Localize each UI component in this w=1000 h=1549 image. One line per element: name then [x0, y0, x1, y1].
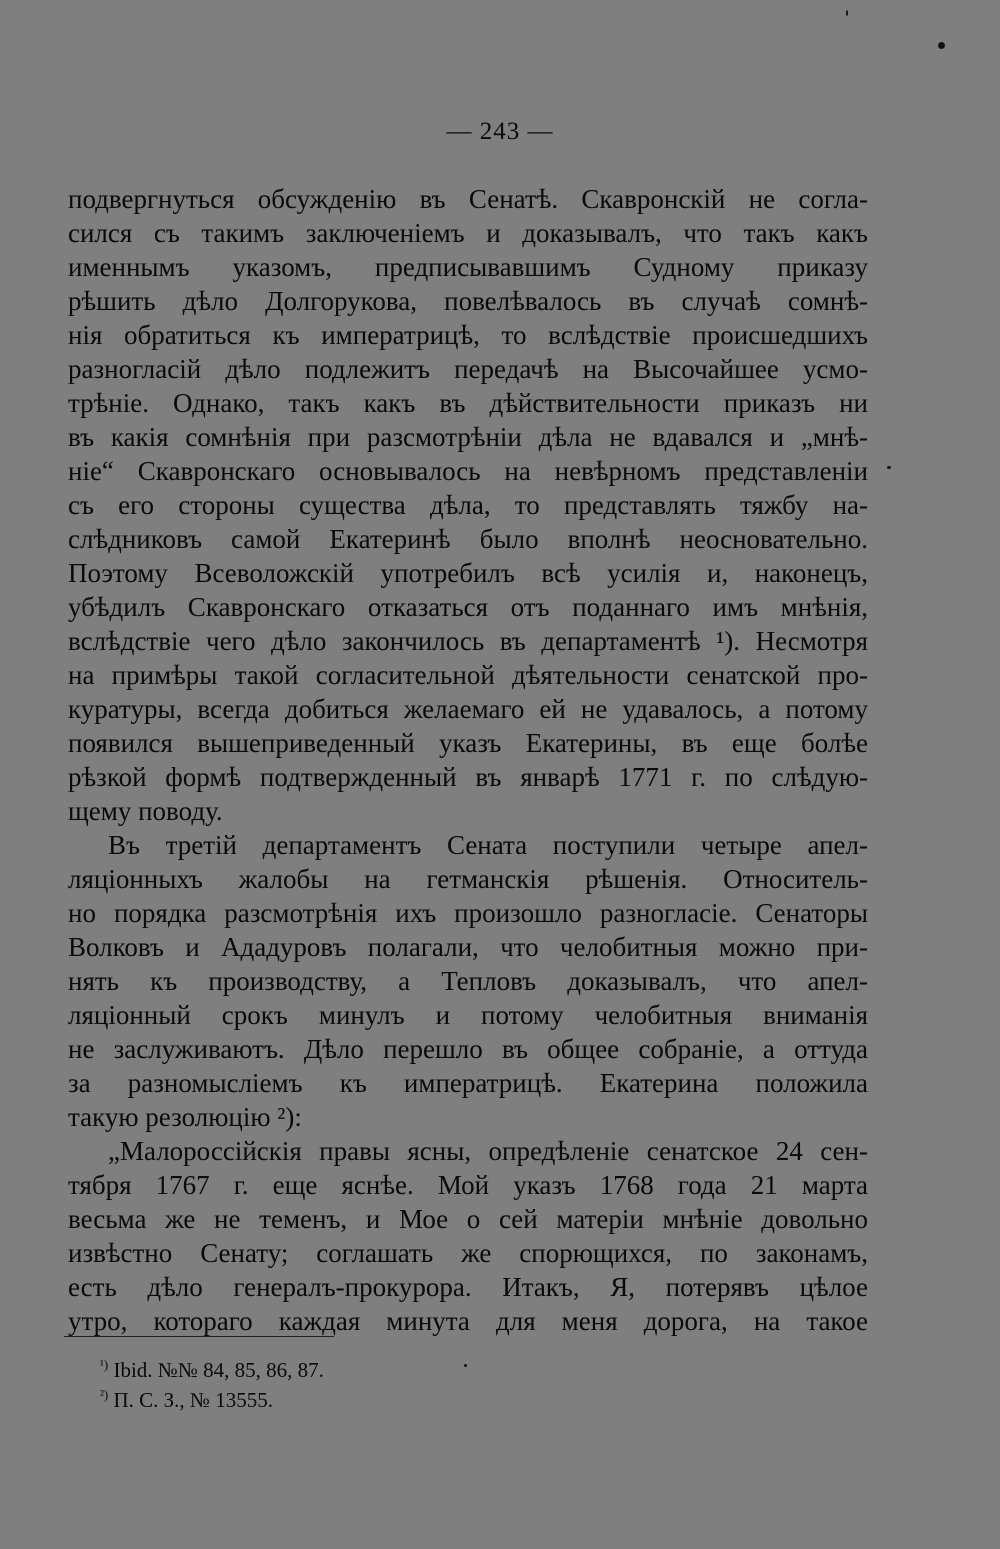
text-line: Волковъ и Ададуровъ полагали, что челобитныя можно при- — [68, 932, 868, 962]
footnote-marker: ¹) — [100, 1357, 109, 1372]
text-line: за разномысліемъ къ императрицѣ. Екатерина положила — [68, 1068, 868, 1098]
text-line: съ его стороны существа дѣла, то представлять тяжбу на- — [68, 490, 868, 520]
text-line: рѣзкой формѣ подтвержденный въ январѣ 1771 г. по слѣдую- — [68, 762, 868, 792]
main-text — [68, 182, 868, 1338]
text-line: куратуры, всегда добиться желаемаго ей не удавалось, а потому — [68, 694, 868, 724]
footnote-1 — [100, 1355, 324, 1385]
text-line: слѣдниковъ самой Екатеринѣ было вполнѣ неосновательно. — [68, 524, 868, 554]
scan-speck — [887, 466, 891, 469]
text-line: тября 1767 г. еще яснѣе. Мой указъ 1768 года 21 марта — [68, 1170, 868, 1200]
text-line: но порядка разсмотрѣнія ихъ произошло разногласіе. Сенаторы — [68, 898, 868, 928]
footnote-text: Ibid. №№ 84, 85, 86, 87. — [108, 1358, 324, 1382]
text-line: нять къ производству, а Тепловъ доказывалъ, что апел- — [68, 966, 868, 996]
footnote-text: П. С. З., № 13555. — [108, 1388, 273, 1412]
text-line: ніе“ Скавронскаго основывалось на невѣрномъ представленіи — [68, 456, 868, 486]
page-number: — 243 — — [446, 118, 554, 145]
text-line: весьма же не теменъ, и Мое о сей матеріи мнѣніе довольно — [68, 1204, 868, 1234]
text-line: въ какія сомнѣнія при разсмотрѣніи дѣла не вдавался и „мнѣ- — [68, 422, 868, 452]
text-line: щему поводу. — [68, 796, 223, 826]
text-line: Въ третій департаментъ Сената поступили четыре апел- — [108, 830, 868, 860]
text-line: не заслуживаютъ. Дѣло перешло въ общее собраніе, а оттуда — [68, 1034, 868, 1064]
text-line: Поэтому Всеволожскій употребилъ всѣ усилія и, наконецъ, — [68, 558, 868, 588]
text-line: убѣдилъ Скавронскаго отказаться отъ поданнаго имъ мнѣнія, — [68, 592, 868, 622]
footnotes — [100, 1355, 324, 1415]
text-line: трѣніе. Однако, такъ какъ въ дѣйствительности приказъ ни — [68, 388, 868, 418]
scan-speck — [938, 42, 945, 49]
text-line: утро, котораго каждая минута для меня дорога, на такое — [68, 1306, 868, 1336]
footnote-marker: ²) — [100, 1387, 109, 1402]
text-line: появился вышеприведенный указъ Екатерины, въ еще болѣе — [68, 728, 868, 758]
scan-speck — [464, 1364, 467, 1367]
text-line: извѣстно Сенату; соглашать же спорющихся, по законамъ, — [68, 1238, 868, 1268]
text-line: подвергнуться обсужденію въ Сенатѣ. Скавронскій не согла- — [68, 184, 868, 214]
text-line: на примѣры такой согласительной дѣятельности сенатской про- — [68, 660, 868, 690]
footnote-2 — [100, 1385, 324, 1415]
text-line: такую резолюцію ²): — [68, 1102, 302, 1132]
footnote-divider — [64, 1336, 334, 1337]
text-line: ляціонный срокъ минулъ и потому челобитныя вниманія — [68, 1000, 868, 1030]
text-line: рѣшить дѣло Долгорукова, повелѣвалось въ случаѣ сомнѣ- — [68, 286, 868, 316]
text-line: именнымъ указомъ, предписывавшимъ Судному приказу — [68, 252, 868, 282]
text-line: нія обратиться къ императрицѣ, то вслѣдствіе происшедшихъ — [68, 320, 868, 350]
scan-speck — [846, 10, 848, 16]
text-line: есть дѣло генералъ-прокурора. Итакъ, Я, потерявъ цѣлое — [68, 1272, 868, 1302]
text-line: разногласій дѣло подлежитъ передачѣ на Высочайшее усмо- — [68, 354, 868, 384]
text-line: ляціонныхъ жалобы на гетманскія рѣшенія. Относитель- — [68, 864, 868, 894]
text-line: вслѣдствіе чего дѣло закончилось въ департаментѣ ¹). Несмотря — [68, 626, 868, 656]
text-line: „Малороссійскія правы ясны, опредѣленіе сенатское 24 сен- — [108, 1136, 868, 1166]
text-line: сился съ такимъ заключеніемъ и доказывалъ, что такъ какъ — [68, 218, 868, 248]
